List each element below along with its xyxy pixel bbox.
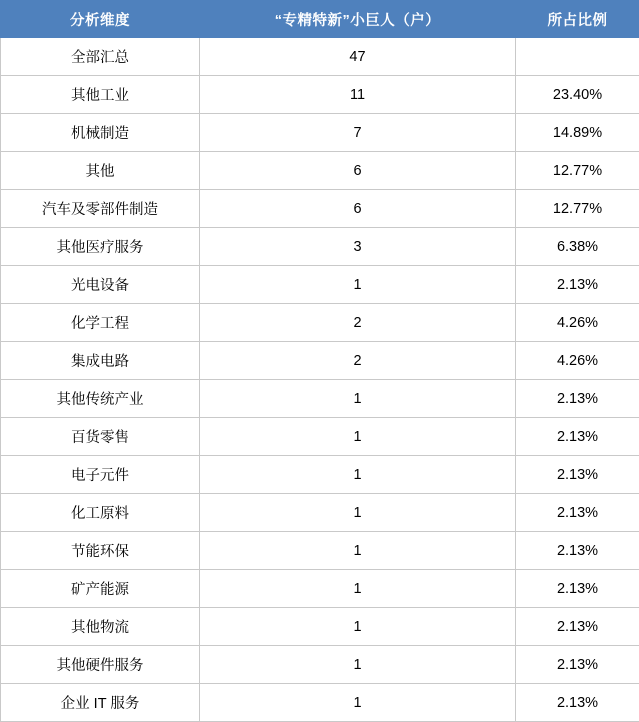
- table-row: [1, 608, 639, 646]
- cell-dimension: 其他医疗服务: [1, 228, 200, 266]
- cell-dimension: 百货零售: [1, 418, 200, 456]
- table-row: [1, 76, 639, 114]
- table-header-row: [1, 1, 639, 38]
- cell-count: 2: [200, 304, 516, 342]
- cell-count: 1: [200, 418, 516, 456]
- cell-dimension: 全部汇总: [1, 38, 200, 76]
- cell-dimension: 集成电路: [1, 342, 200, 380]
- cell-percent: 23.40%: [516, 76, 639, 114]
- table-header: [1, 1, 639, 38]
- cell-dimension: 其他物流: [1, 608, 200, 646]
- cell-count: 7: [200, 114, 516, 152]
- cell-count: 3: [200, 228, 516, 266]
- cell-count: 1: [200, 266, 516, 304]
- column-header-count: “专精特新”小巨人（户）: [200, 1, 516, 38]
- cell-dimension: 汽车及零部件制造: [1, 190, 200, 228]
- cell-dimension: 企业 IT 服务: [1, 684, 200, 722]
- cell-percent: 2.13%: [516, 646, 639, 684]
- table-row: [1, 418, 639, 456]
- cell-dimension: 其他硬件服务: [1, 646, 200, 684]
- table-row: [1, 456, 639, 494]
- table-row: [1, 114, 639, 152]
- cell-count: 1: [200, 646, 516, 684]
- cell-percent: 4.26%: [516, 342, 639, 380]
- table-row: [1, 532, 639, 570]
- cell-percent: 2.13%: [516, 418, 639, 456]
- cell-count: 1: [200, 494, 516, 532]
- cell-dimension: 化工原料: [1, 494, 200, 532]
- table-row: [1, 646, 639, 684]
- cell-count: 1: [200, 456, 516, 494]
- cell-percent: 12.77%: [516, 152, 639, 190]
- cell-count: 1: [200, 608, 516, 646]
- cell-dimension: 其他: [1, 152, 200, 190]
- cell-percent: 2.13%: [516, 684, 639, 722]
- cell-dimension: 矿产能源: [1, 570, 200, 608]
- table-row: [1, 342, 639, 380]
- cell-count: 6: [200, 190, 516, 228]
- cell-percent: 2.13%: [516, 608, 639, 646]
- cell-dimension: 化学工程: [1, 304, 200, 342]
- cell-dimension: 光电设备: [1, 266, 200, 304]
- cell-dimension: 电子元件: [1, 456, 200, 494]
- table-row: [1, 304, 639, 342]
- cell-dimension: 其他工业: [1, 76, 200, 114]
- table-row: [1, 494, 639, 532]
- cell-percent: 2.13%: [516, 380, 639, 418]
- cell-count: 2: [200, 342, 516, 380]
- cell-percent: [516, 38, 639, 76]
- table-row: [1, 570, 639, 608]
- cell-percent: 2.13%: [516, 532, 639, 570]
- cell-dimension: 其他传统产业: [1, 380, 200, 418]
- column-header-dimension: 分析维度: [1, 1, 200, 38]
- cell-count: 11: [200, 76, 516, 114]
- table-row: [1, 38, 639, 76]
- cell-count: 1: [200, 570, 516, 608]
- cell-percent: 2.13%: [516, 494, 639, 532]
- table-row: [1, 684, 639, 722]
- cell-count: 6: [200, 152, 516, 190]
- table-body: [1, 38, 639, 722]
- cell-percent: 2.13%: [516, 266, 639, 304]
- cell-percent: 14.89%: [516, 114, 639, 152]
- cell-percent: 6.38%: [516, 228, 639, 266]
- table-row: [1, 228, 639, 266]
- column-header-percent: 所占比例: [516, 1, 639, 38]
- table-row: [1, 380, 639, 418]
- cell-count: 1: [200, 380, 516, 418]
- cell-dimension: 机械制造: [1, 114, 200, 152]
- table-row: [1, 266, 639, 304]
- table-row: [1, 190, 639, 228]
- cell-dimension: 节能环保: [1, 532, 200, 570]
- cell-percent: 12.77%: [516, 190, 639, 228]
- cell-percent: 2.13%: [516, 570, 639, 608]
- cell-percent: 2.13%: [516, 456, 639, 494]
- cell-percent: 4.26%: [516, 304, 639, 342]
- cell-count: 1: [200, 684, 516, 722]
- table-row: [1, 152, 639, 190]
- cell-count: 1: [200, 532, 516, 570]
- cell-count: 47: [200, 38, 516, 76]
